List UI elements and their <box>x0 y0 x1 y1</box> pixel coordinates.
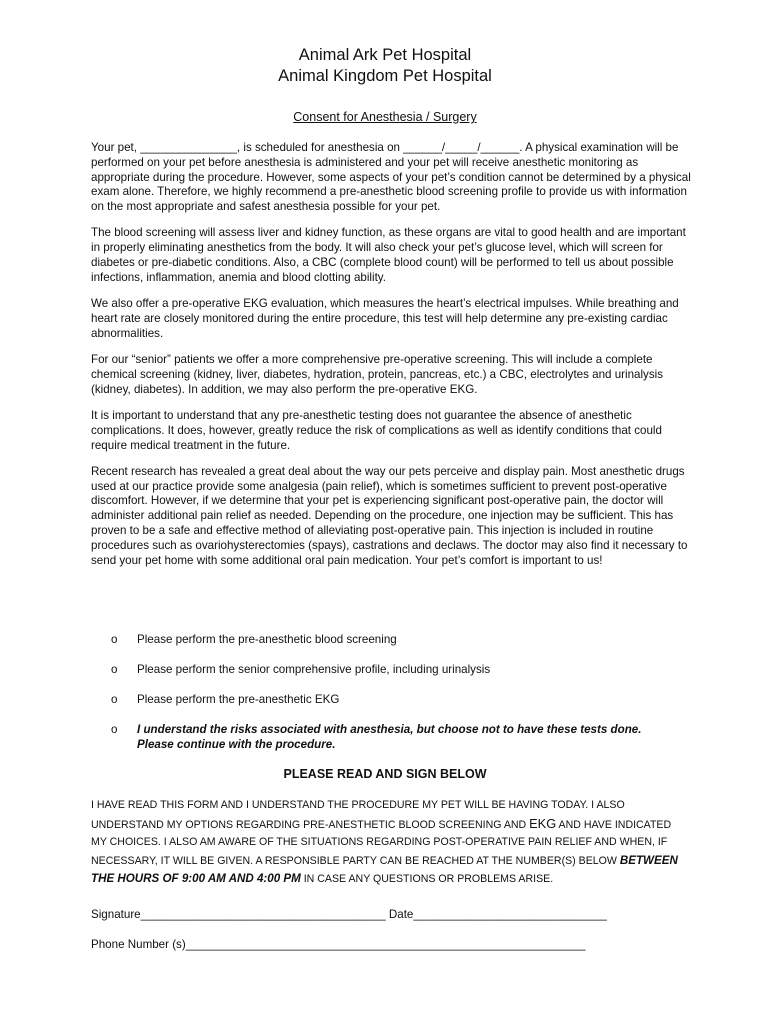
paragraph-ekg: We also offer a pre-operative EKG evaluation, which measures the heart’s electrical impulses. While breathing and heart rate are closely monitored during the entire procedure, this test will help determine any pre-existing cardiac abnormalities. <box>91 297 679 340</box>
option-ekg[interactable] <box>111 692 671 707</box>
option-checkbox[interactable]: o <box>111 633 118 646</box>
form-header <box>0 45 770 87</box>
ack-part-3: IN CASE ANY QUESTIONS OR PROBLEMS ARISE. <box>300 873 554 886</box>
form-title: Consent for Anesthesia / Surgery <box>293 110 477 124</box>
hospital-name-1: Animal Ark Pet Hospital <box>298 46 472 64</box>
sign-heading: PLEASE READ AND SIGN BELOW <box>283 767 487 781</box>
option-senior-profile[interactable] <box>111 662 671 677</box>
paragraph-senior: For our “senior” patients we offer a more comprehensive pre-operative screening. This will include a complete chemical screening (kidney, liver, diabetes, hydration, protein, pancreas, etc.) a CBC, electrolytes and urinalysis (kidney, diabetes). In addition, we may also perform the pre-operative EKG. <box>91 353 664 396</box>
option-label: Please perform the pre-anesthetic blood screening <box>137 633 397 646</box>
option-decline-tests[interactable] <box>111 722 671 752</box>
option-label: I understand the risks associated with anesthesia, but choose not to have these tests done. Please continue with the procedure. <box>137 723 642 751</box>
paragraph-blood-screening: The blood screening will assess liver and kidney function, as these organs are vital to good health and are important in properly eliminating anesthetics from the body. It will also check your pet’s glucose level, which will screen for diabetes or pre-diabetic conditions. Also, a CBC (complete blood count) will be performed to tell us about possible infections, inflammation, anemia and blood clotting ability. <box>91 226 686 284</box>
ack-ekg: EKG <box>529 815 557 831</box>
ack-part-2: AND HAVE INDICATED MY CHOICES. I ALSO AM AWARE OF THE SITUATIONS REGARDING POST-OPERATIVE PAIN RELIEF AND WHEN, IF NECESSARY, IT WILL BE GIVEN. A RESPONSIBLE PARTY CAN BE REACHED AT THE NUMBER(S) BELOW <box>91 818 672 867</box>
ack-part-1: I HAVE READ THIS FORM AND I UNDERSTAND THE PROCEDURE MY PET WILL BE HAVING TODAY. I ALSO UNDERSTAND MY OPTIONS REGARDING PRE-ANESTHETIC BLOOD SCREENING AND <box>91 799 625 831</box>
option-label: Please perform the pre-anesthetic EKG <box>137 693 340 706</box>
phone-number-field[interactable]: Phone Number (s)______________________________________________________________ <box>91 938 586 951</box>
paragraph-intro: Your pet, _______________, is scheduled for anesthesia on ______/_____/______. A physical examination will be performed on your pet before anesthesia is administered and your pet will receive anesthetic monitoring as appropriate during the procedure. However, some aspects of your pet’s condition cannot be determined by a physical exam alone. Therefore, we highly recommend a pre-anesthetic blood screening profile to provide us with information on the most appropriate and safest anesthesia possible for your pet. <box>91 141 691 214</box>
consent-body <box>91 141 691 580</box>
option-checkbox[interactable]: o <box>111 663 118 676</box>
ack-hours: BETWEEN THE HOURS OF 9:00 AM AND 4:00 PM <box>91 853 678 886</box>
option-blood-screening[interactable] <box>111 632 671 647</box>
signature-date-field[interactable]: Signature______________________________________ Date______________________________ <box>91 908 607 921</box>
paragraph-pain: Recent research has revealed a great deal about the way our pets perceive and display pain. Most anesthetic drugs used at our practice provide some analgesia (pain relief), which is sometimes sufficient to prevent post-operative discomfort. However, if we determine that your pet is experiencing significant post-operative pain, the doctor will administer additional pain relief as needed. Depending on the procedure, one injection may be sufficient. This has proven to be a safe and effective method of alleviating post-operative pain. This injection is included in routine procedures such as ovariohysterectomies (spays), castrations and declaws. The doctor may also find it necessary to send your pet home with some additional oral pain medication. Your pet’s comfort is important to us! <box>91 464 688 567</box>
option-checkbox[interactable]: o <box>111 723 118 736</box>
option-checkbox[interactable]: o <box>111 693 118 706</box>
hospital-name-2: Animal Kingdom Pet Hospital <box>278 67 492 85</box>
option-label: Please perform the senior comprehensive profile, including urinalysis <box>137 663 491 676</box>
paragraph-testing-limits: It is important to understand that any pre-anesthetic testing does not guarantee the absence of anesthetic complications. It does, however, greatly reduce the risk of complications as well as identify conditions that could require medical treatment in the future. <box>91 408 662 452</box>
acknowledgement-text <box>91 797 686 889</box>
